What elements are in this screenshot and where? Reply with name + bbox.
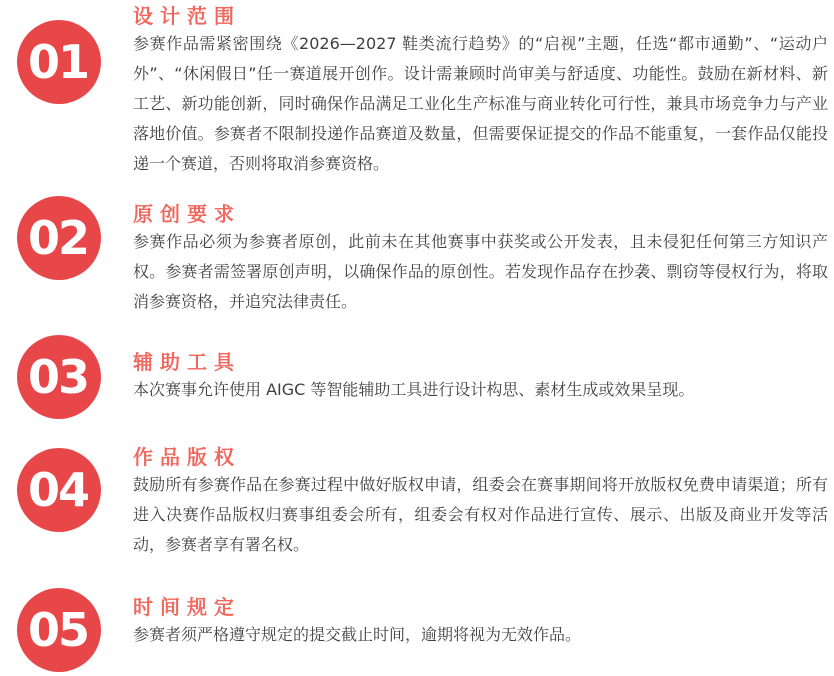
step-number: 05 [27, 603, 88, 657]
rule-section-body: 鼓励所有参赛作品在参赛过程中做好版权申请，组委会在赛事期间将开放版权免费申请渠道；所有进入决赛作品版权归赛事组委会所有，组委会有权对作品进行宣传、展示、出版及商业开发等活动，参赛者享有署名权。 [133, 475, 828, 554]
step-number: 04 [27, 463, 88, 517]
rule-section-title: 辅助工具 [133, 350, 241, 374]
rule-section-originality [0, 203, 834, 317]
rule-section-title: 时间规定 [133, 595, 241, 619]
rule-section-copyright [0, 446, 834, 560]
rule-section-title: 设计范围 [133, 4, 241, 28]
step-number-badge [17, 196, 101, 280]
step-number: 02 [27, 211, 88, 265]
rule-section-deadline [0, 596, 834, 672]
rule-section-title: 原创要求 [133, 202, 241, 226]
rule-section-content [133, 596, 834, 650]
rule-section-aux-tools [0, 351, 834, 419]
badge-column [0, 596, 133, 672]
rule-section-title: 作品版权 [133, 445, 241, 469]
rule-section-design-scope [0, 5, 834, 179]
step-number-badge [17, 448, 101, 532]
badge-column [0, 5, 133, 104]
badge-column [0, 203, 133, 280]
rule-section-content [133, 351, 834, 405]
rule-section-body: 本次赛事允许使用 AIGC 等智能辅助工具进行设计构思、素材生成或效果呈现。 [133, 380, 695, 399]
badge-column [0, 446, 133, 532]
rule-section-content [133, 446, 834, 560]
step-number-badge [17, 588, 101, 672]
step-number-badge [17, 335, 101, 419]
rule-section-body: 参赛作品需紧密围绕《2026—2027 鞋类流行趋势》的“启视”主题，任选“都市通勤”、“运动户外”、“休闲假日”任一赛道展开创作。设计需兼顾时尚审美与舒适度、功能性。鼓励在新材料、新工艺、新功能创新，同时确保作品满足工业化生产标准与商业转化可行性，兼具市场竞争力与产业落地价值。参赛者不限制投递作品赛道及数量，但需要保证提交的作品不能重复，一套作品仅能投递一个赛道，否则将取消参赛资格。 [133, 34, 828, 173]
step-number-badge [17, 20, 101, 104]
rule-section-body: 参赛者须严格遵守规定的提交截止时间，逾期将视为无效作品。 [133, 625, 582, 644]
step-number: 03 [27, 350, 88, 404]
rule-section-body: 参赛作品必须为参赛者原创，此前未在其他赛事中获奖或公开发表，且未侵犯任何第三方知识产权。参赛者需签署原创声明，以确保作品的原创性。若发现作品存在抄袭、剽窃等侵权行为，将取消参赛资格，并追究法律责任。 [133, 232, 828, 311]
step-number: 01 [27, 35, 88, 89]
rule-section-content [133, 203, 834, 317]
badge-column [0, 351, 133, 419]
rule-section-content [133, 5, 834, 179]
